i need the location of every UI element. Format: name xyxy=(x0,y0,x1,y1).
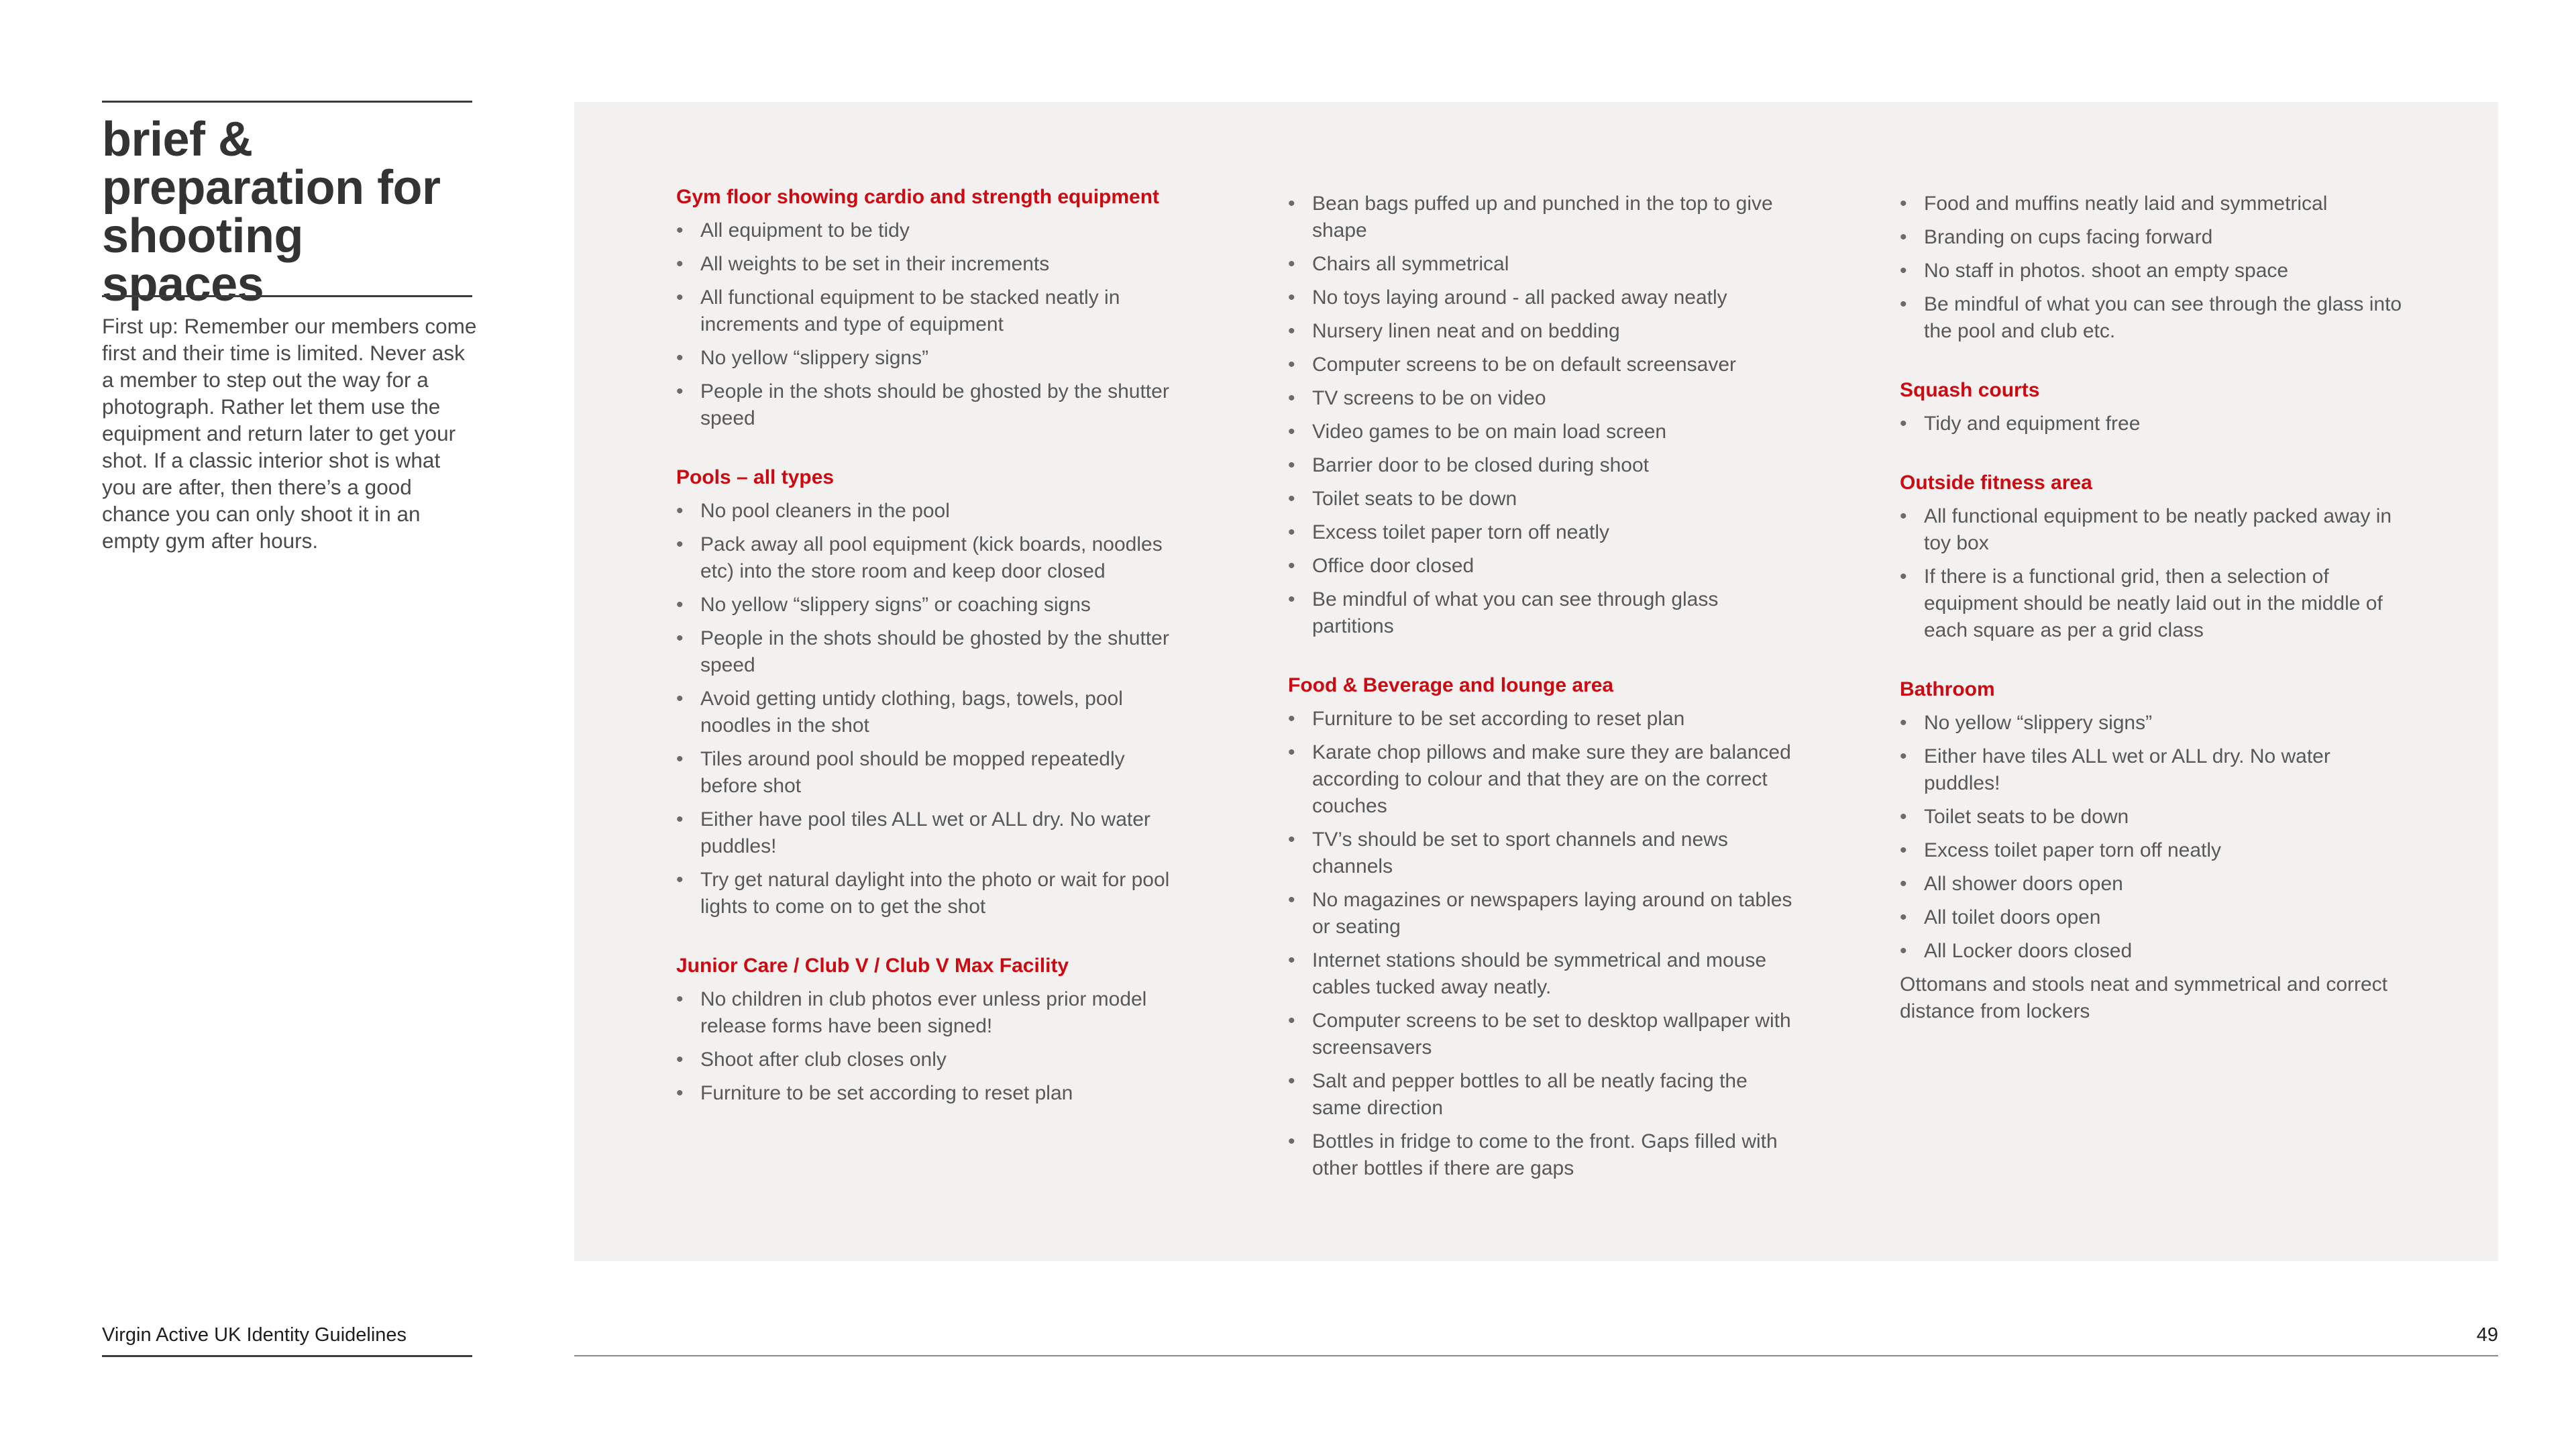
bullet-item: • Toilet seats to be down xyxy=(1288,486,1798,513)
guideline-section xyxy=(1900,377,2410,437)
bullet-item: • Either have tiles ALL wet or ALL dry. No water puddles! xyxy=(1900,743,2410,797)
bullet-item: • No yellow “slippery signs” xyxy=(676,345,1186,372)
bullet-item: • Branding on cups facing forward xyxy=(1900,224,2410,251)
title-top-rule xyxy=(102,101,472,103)
bullet-item: • No pool cleaners in the pool xyxy=(676,498,1186,525)
bullet-list xyxy=(676,986,1186,1107)
bullet-item: • Karate chop pillows and make sure they are balanced according to colour and that they are on the correct couches xyxy=(1288,739,1798,820)
bullet-item: • Be mindful of what you can see through the glass into the pool and club etc. xyxy=(1900,291,2410,345)
footer-right-rule xyxy=(574,1355,2498,1356)
bullet-item: • No yellow “slippery signs” or coaching signs xyxy=(676,592,1186,619)
section-heading: Outside fitness area xyxy=(1900,472,2092,494)
bullet-list xyxy=(1900,411,2410,437)
bullet-item: • If there is a functional grid, then a selection of equipment should be neatly laid out in the middle of each square as per a grid class xyxy=(1900,564,2410,644)
bullet-item: • Furniture to be set according to reset plan xyxy=(1288,706,1798,733)
section-note: Ottomans and stools neat and symmetrical and correct distance from lockers xyxy=(1900,973,2388,1022)
bullet-item: • Chairs all symmetrical xyxy=(1288,251,1798,278)
guidelines-panel xyxy=(574,102,2498,1261)
bullet-item: • All functional equipment to be stacked neatly in increments and type of equipment xyxy=(676,284,1186,338)
bullet-item: • All toilet doors open xyxy=(1900,904,2410,931)
bullet-item: • Toilet seats to be down xyxy=(1900,804,2410,830)
guideline-section xyxy=(1288,191,1798,640)
column-3 xyxy=(1900,184,2410,1025)
page-number: 49 xyxy=(2476,1324,2498,1346)
bullet-item: • Excess toilet paper torn off neatly xyxy=(1288,519,1798,546)
bullet-item: • Tiles around pool should be mopped repeatedly before shot xyxy=(676,746,1186,800)
bullet-item: • Excess toilet paper torn off neatly xyxy=(1900,837,2410,864)
guideline-section xyxy=(1900,470,2410,644)
bullet-item: • No magazines or newspapers laying around on tables or seating xyxy=(1288,887,1798,941)
bullet-item: • People in the shots should be ghosted by the shutter speed xyxy=(676,378,1186,432)
footer-left-rule xyxy=(102,1355,472,1357)
section-heading: Gym floor showing cardio and strength equipment xyxy=(676,186,1160,208)
section-heading: Pools – all types xyxy=(676,466,835,488)
bullet-item: • Internet stations should be symmetrical and mouse cables tucked away neatly. xyxy=(1288,947,1798,1001)
intro-text: First up: Remember our members come first and their time is limited. Never ask a member to step out the way for a photograph. Rather let them use the equipment and return later to get your shot. If a classic interior shot is what you are after, then there’s a good chance you can only shoot it in an empty gym after hours. xyxy=(102,314,477,553)
bullet-item: • Tidy and equipment free xyxy=(1900,411,2410,437)
guideline-section xyxy=(1288,672,1798,1182)
bullet-item: • Nursery linen neat and on bedding xyxy=(1288,318,1798,345)
bullet-item: • Computer screens to be set to desktop wallpaper with screensavers xyxy=(1288,1008,1798,1061)
bullet-item: • People in the shots should be ghosted by the shutter speed xyxy=(676,625,1186,679)
bullet-list xyxy=(676,498,1186,920)
bullet-item: • Salt and pepper bottles to all be neatly facing the same direction xyxy=(1288,1068,1798,1122)
bullet-list xyxy=(1900,710,2410,965)
bullet-item: • Avoid getting untidy clothing, bags, towels, pool noodles in the shot xyxy=(676,686,1186,739)
bullet-item: • No yellow “slippery signs” xyxy=(1900,710,2410,737)
bullet-item: • All weights to be set in their increments xyxy=(676,251,1186,278)
bullet-item: • TV screens to be on video xyxy=(1288,385,1798,412)
page-title: brief & preparation for shooting spaces xyxy=(102,113,441,311)
bullet-list xyxy=(676,217,1186,432)
bullet-item: • Food and muffins neatly laid and symmetrical xyxy=(1900,191,2410,217)
guideline-section xyxy=(1900,676,2410,1025)
bullet-item: • Bottles in fridge to come to the front. Gaps filled with other bottles if there are gaps xyxy=(1288,1128,1798,1182)
bullet-item: • Try get natural daylight into the photo or wait for pool lights to come on to get the shot xyxy=(676,867,1186,920)
guideline-section xyxy=(676,953,1186,1107)
bullet-list xyxy=(1900,503,2410,644)
bullet-item: • Furniture to be set according to reset plan xyxy=(676,1080,1186,1107)
bullet-item: • All shower doors open xyxy=(1900,871,2410,898)
column-1 xyxy=(676,184,1186,1107)
bullet-item: • Shoot after club closes only xyxy=(676,1046,1186,1073)
bullet-item: • All Locker doors closed xyxy=(1900,938,2410,965)
bullet-list xyxy=(1900,191,2410,345)
bullet-item: • Computer screens to be on default screensaver xyxy=(1288,352,1798,378)
column-2 xyxy=(1288,184,1798,1182)
bullet-item: • TV’s should be set to sport channels and news channels xyxy=(1288,826,1798,880)
bullet-item: • Office door closed xyxy=(1288,553,1798,580)
bullet-item: • Barrier door to be closed during shoot xyxy=(1288,452,1798,479)
guideline-section xyxy=(676,464,1186,920)
bullet-item: • Bean bags puffed up and punched in the top to give shape xyxy=(1288,191,1798,244)
footer-document-title: Virgin Active UK Identity Guidelines xyxy=(102,1324,407,1346)
section-heading: Food & Beverage and lounge area xyxy=(1288,674,1614,696)
bullet-list xyxy=(1288,191,1798,640)
section-heading: Bathroom xyxy=(1900,678,1995,700)
bullet-item: • Video games to be on main load screen xyxy=(1288,419,1798,445)
guideline-section xyxy=(1900,191,2410,345)
section-heading: Squash courts xyxy=(1900,379,2040,401)
bullet-item: • Pack away all pool equipment (kick boards, noodles etc) into the store room and keep door closed xyxy=(676,531,1186,585)
bullet-list xyxy=(1288,706,1798,1182)
guideline-section xyxy=(676,184,1186,432)
bullet-item: • All functional equipment to be neatly packed away in toy box xyxy=(1900,503,2410,557)
bullet-item: • All equipment to be tidy xyxy=(676,217,1186,244)
title-bottom-rule xyxy=(102,295,472,297)
bullet-item: • No staff in photos. shoot an empty space xyxy=(1900,258,2410,284)
section-heading: Junior Care / Club V / Club V Max Facility xyxy=(676,955,1069,977)
bullet-item: • Either have pool tiles ALL wet or ALL dry. No water puddles! xyxy=(676,806,1186,860)
bullet-item: • No toys laying around - all packed away neatly xyxy=(1288,284,1798,311)
bullet-item: • No children in club photos ever unless prior model release forms have been signed! xyxy=(676,986,1186,1040)
bullet-item: • Be mindful of what you can see through glass partitions xyxy=(1288,586,1798,640)
